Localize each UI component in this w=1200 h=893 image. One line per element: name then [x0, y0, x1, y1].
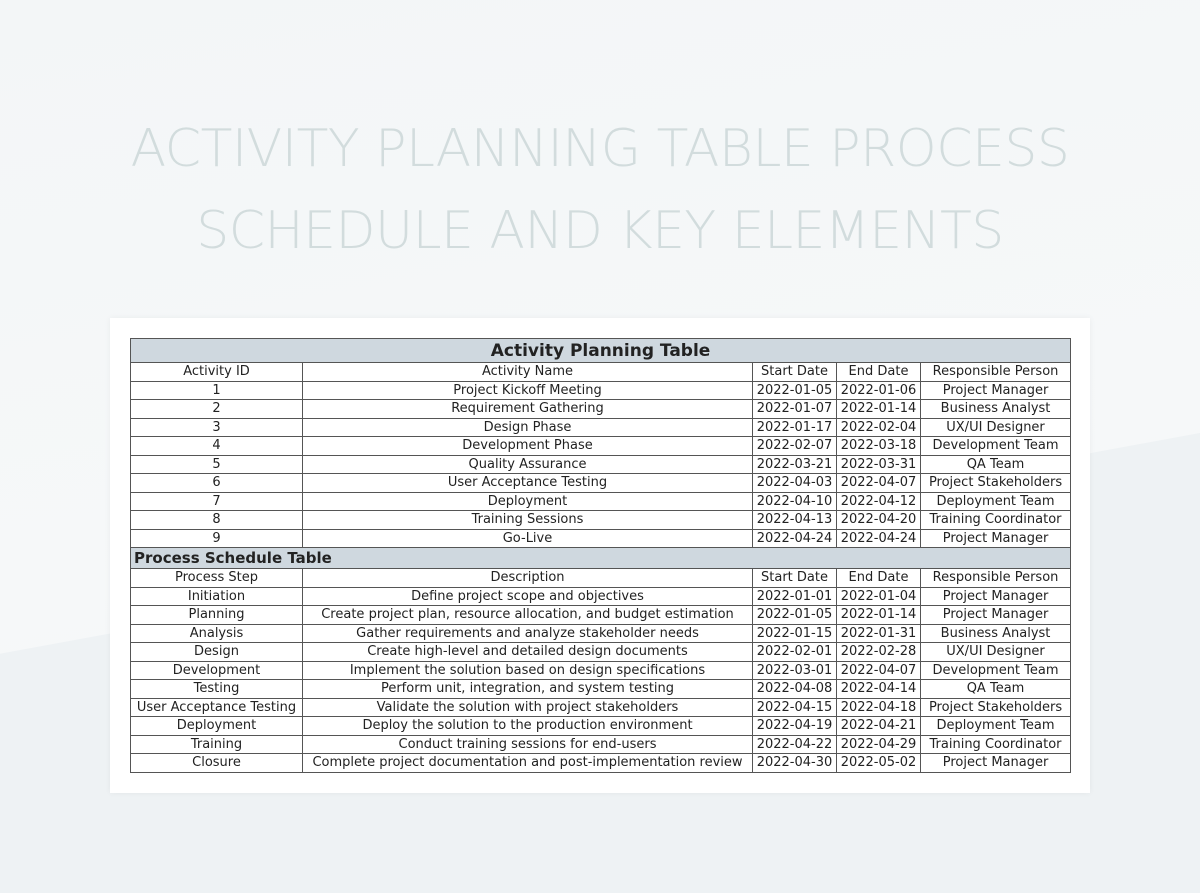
column-header: End Date — [837, 363, 921, 382]
column-header: End Date — [837, 569, 921, 588]
table-cell: UX/UI Designer — [921, 418, 1071, 437]
table-cell: 2022-04-13 — [753, 511, 837, 530]
table-cell: Development — [131, 661, 303, 680]
table-cell: Deploy the solution to the production environment — [303, 717, 753, 736]
column-header: Process Step — [131, 569, 303, 588]
activity-row — [131, 511, 1071, 530]
table-cell: 2022-04-24 — [837, 529, 921, 548]
page-title — [0, 108, 1200, 272]
table-cell: Deployment — [131, 717, 303, 736]
table-cell: Initiation — [131, 587, 303, 606]
table-cell: 2022-02-01 — [753, 643, 837, 662]
table-cell: 9 — [131, 529, 303, 548]
table-cell: Go-Live — [303, 529, 753, 548]
process-row — [131, 754, 1071, 773]
process-row — [131, 624, 1071, 643]
table-cell: Development Team — [921, 437, 1071, 456]
table-cell: 2022-03-18 — [837, 437, 921, 456]
process-table — [131, 548, 1071, 773]
table-cell: 2022-04-03 — [753, 474, 837, 493]
table-cell: UX/UI Designer — [921, 643, 1071, 662]
table-cell: Training — [131, 735, 303, 754]
table-cell: Project Manager — [921, 606, 1071, 625]
table-cell: 6 — [131, 474, 303, 493]
table-cell: Complete project documentation and post-implementation review — [303, 754, 753, 773]
table-cell: 2022-04-14 — [837, 680, 921, 699]
process-row — [131, 643, 1071, 662]
table-cell: Define project scope and objectives — [303, 587, 753, 606]
table-cell: 2022-04-24 — [753, 529, 837, 548]
table-cell: 2022-04-22 — [753, 735, 837, 754]
table-cell: 2022-01-05 — [753, 606, 837, 625]
table-cell: Create project plan, resource allocation, and budget estimation — [303, 606, 753, 625]
table-cell: 2022-01-01 — [753, 587, 837, 606]
table-cell: 2022-01-04 — [837, 587, 921, 606]
table-cell: Implement the solution based on design specifications — [303, 661, 753, 680]
table-cell: 2022-01-14 — [837, 400, 921, 419]
table-cell: 2022-03-21 — [753, 455, 837, 474]
column-header: Activity Name — [303, 363, 753, 382]
table-cell: 2022-03-31 — [837, 455, 921, 474]
activity-row — [131, 455, 1071, 474]
table-cell: Project Kickoff Meeting — [303, 381, 753, 400]
activity-table — [131, 339, 1071, 548]
table-cell: Project Manager — [921, 529, 1071, 548]
table-cell: Validate the solution with project stakeholders — [303, 698, 753, 717]
table-cell: 8 — [131, 511, 303, 530]
table-cell: Closure — [131, 754, 303, 773]
table-cell: 2022-03-01 — [753, 661, 837, 680]
table-cell: Project Manager — [921, 587, 1071, 606]
table-cell: Project Manager — [921, 754, 1071, 773]
process-row — [131, 661, 1071, 680]
table-cell: Training Coordinator — [921, 735, 1071, 754]
table-cell: 2022-01-31 — [837, 624, 921, 643]
table-cell: Design Phase — [303, 418, 753, 437]
table-cell: Gather requirements and analyze stakeholder needs — [303, 624, 753, 643]
table-cell: QA Team — [921, 680, 1071, 699]
table-cell: 2022-02-04 — [837, 418, 921, 437]
table-cell: 2022-01-14 — [837, 606, 921, 625]
table-cell: 2022-05-02 — [837, 754, 921, 773]
column-header: Responsible Person — [921, 363, 1071, 382]
process-row — [131, 606, 1071, 625]
activity-table-title-row — [131, 339, 1071, 363]
table-cell: 2022-04-07 — [837, 661, 921, 680]
table-cell: User Acceptance Testing — [303, 474, 753, 493]
activity-row — [131, 529, 1071, 548]
activity-row — [131, 437, 1071, 456]
column-header: Description — [303, 569, 753, 588]
table-cell: 2 — [131, 400, 303, 419]
table-cell: Deployment Team — [921, 717, 1071, 736]
table-cell: 2022-04-18 — [837, 698, 921, 717]
table-cell: Requirement Gathering — [303, 400, 753, 419]
activity-table-header-row — [131, 363, 1071, 382]
table-cell: 2022-01-06 — [837, 381, 921, 400]
table-cell: 2022-01-17 — [753, 418, 837, 437]
table-cell: 2022-04-08 — [753, 680, 837, 699]
activity-row — [131, 418, 1071, 437]
table-cell: 5 — [131, 455, 303, 474]
activity-row — [131, 474, 1071, 493]
table-cell: 2022-01-07 — [753, 400, 837, 419]
table-cell: 2022-04-15 — [753, 698, 837, 717]
table-cell: QA Team — [921, 455, 1071, 474]
activity-table-title: Activity Planning Table — [131, 339, 1071, 363]
process-row — [131, 680, 1071, 699]
activity-row — [131, 400, 1071, 419]
column-header: Activity ID — [131, 363, 303, 382]
table-cell: Conduct training sessions for end-users — [303, 735, 753, 754]
table-cell: Planning — [131, 606, 303, 625]
process-table-header-row — [131, 569, 1071, 588]
table-cell: Create high-level and detailed design documents — [303, 643, 753, 662]
process-row — [131, 698, 1071, 717]
table-cell: Training Coordinator — [921, 511, 1071, 530]
table-cell: 2022-04-10 — [753, 492, 837, 511]
table-cell: 2022-04-07 — [837, 474, 921, 493]
table-cell: Project Stakeholders — [921, 474, 1071, 493]
table-cell: 2022-04-12 — [837, 492, 921, 511]
process-row — [131, 587, 1071, 606]
spreadsheet-preview — [110, 318, 1090, 793]
table-cell: Project Stakeholders — [921, 698, 1071, 717]
table-cell: Perform unit, integration, and system testing — [303, 680, 753, 699]
table-cell: 2022-04-30 — [753, 754, 837, 773]
table-cell: 2022-01-05 — [753, 381, 837, 400]
page-title-line-1: ACTIVITY PLANNING TABLE PROCESS — [130, 119, 1070, 179]
table-cell: Quality Assurance — [303, 455, 753, 474]
table-cell: Development Team — [921, 661, 1071, 680]
planning-grid — [130, 338, 1071, 773]
table-cell: 2022-01-15 — [753, 624, 837, 643]
process-row — [131, 717, 1071, 736]
table-cell: Deployment Team — [921, 492, 1071, 511]
activity-row — [131, 381, 1071, 400]
page-title-line-2: SCHEDULE AND KEY ELEMENTS — [196, 201, 1004, 261]
table-cell: 2022-04-19 — [753, 717, 837, 736]
table-cell: 7 — [131, 492, 303, 511]
table-cell: Training Sessions — [303, 511, 753, 530]
table-cell: 2022-04-20 — [837, 511, 921, 530]
table-cell: 2022-04-21 — [837, 717, 921, 736]
table-cell: Business Analyst — [921, 624, 1071, 643]
table-cell: 4 — [131, 437, 303, 456]
table-cell: Business Analyst — [921, 400, 1071, 419]
table-cell: 2022-04-29 — [837, 735, 921, 754]
table-cell: Development Phase — [303, 437, 753, 456]
table-cell: Testing — [131, 680, 303, 699]
table-cell: User Acceptance Testing — [131, 698, 303, 717]
table-cell: Analysis — [131, 624, 303, 643]
table-cell: Project Manager — [921, 381, 1071, 400]
activity-row — [131, 492, 1071, 511]
column-header: Responsible Person — [921, 569, 1071, 588]
column-header: Start Date — [753, 569, 837, 588]
table-cell: Deployment — [303, 492, 753, 511]
table-cell: 1 — [131, 381, 303, 400]
table-cell: 3 — [131, 418, 303, 437]
table-cell: 2022-02-28 — [837, 643, 921, 662]
table-cell: Design — [131, 643, 303, 662]
column-header: Start Date — [753, 363, 837, 382]
process-table-title: Process Schedule Table — [131, 548, 1071, 569]
process-row — [131, 735, 1071, 754]
table-cell: 2022-02-07 — [753, 437, 837, 456]
process-table-title-row — [131, 548, 1071, 569]
